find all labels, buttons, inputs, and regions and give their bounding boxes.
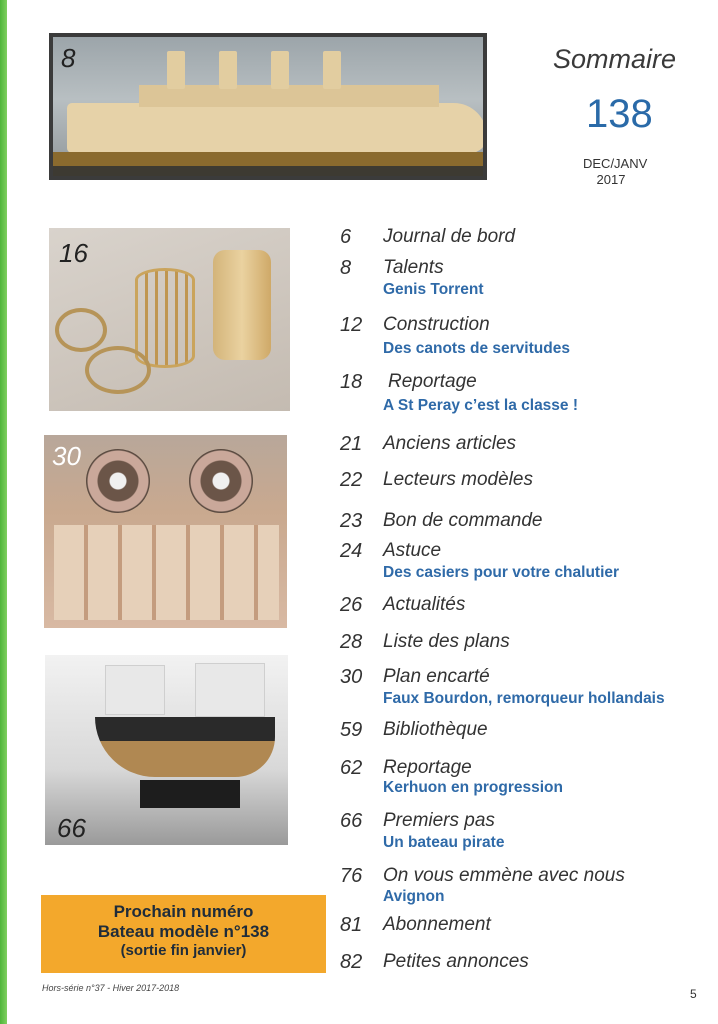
toc-title: Premiers pas xyxy=(383,810,495,831)
toc-title: Bon de commande xyxy=(383,510,543,531)
next-issue-box xyxy=(41,895,326,973)
sail-shape xyxy=(195,663,265,717)
toc-title: Bibliothèque xyxy=(383,719,488,740)
toc-page-number: 24 xyxy=(340,540,363,562)
toc-title: Journal de bord xyxy=(383,226,516,247)
propeller-fans-photo xyxy=(44,435,287,628)
barrel-shape xyxy=(213,250,271,360)
next-issue-title: Bateau modèle n°138 xyxy=(97,922,270,941)
toc-page-number: 22 xyxy=(340,469,363,491)
toc-page-number: 6 xyxy=(340,226,352,248)
toc-page-number: 30 xyxy=(340,666,363,688)
footer-issue-info: Hors-série n°37 - Hiver 2017-2018 xyxy=(42,983,180,993)
page-number: 5 xyxy=(690,987,697,1001)
page-edge-stripe xyxy=(0,0,7,1024)
issue-date-year: 2017 xyxy=(596,172,626,187)
toc-title: Lecteurs modèles xyxy=(383,469,533,490)
issue-number: 138 xyxy=(586,92,653,136)
toc-title: Actualités xyxy=(383,594,466,615)
barrel-frame-shape xyxy=(135,268,195,368)
toc-page-number: 59 xyxy=(340,719,363,741)
photo-page-number: 8 xyxy=(61,43,76,73)
sail-shape xyxy=(105,665,165,715)
ship-model-photo xyxy=(49,33,487,180)
toc-page-number: 23 xyxy=(340,510,363,532)
toc-title: Anciens articles xyxy=(383,433,517,454)
hull-shape xyxy=(95,717,275,777)
display-case-frame xyxy=(49,33,487,180)
photo-page-number: 16 xyxy=(59,238,88,268)
photo-page-number: 66 xyxy=(57,813,86,843)
toc-title: Plan encarté xyxy=(383,666,490,687)
toc-page-number: 28 xyxy=(340,631,363,653)
toc-page-number: 62 xyxy=(340,757,363,779)
toc-page-number: 18 xyxy=(340,371,363,393)
toc-subtitle: Des canots de servitudes xyxy=(383,340,570,357)
toc-page-number: 76 xyxy=(340,865,363,887)
issue-date-months: DEC/JANV xyxy=(583,156,648,171)
toc-subtitle: A St Peray c’est la classe ! xyxy=(383,397,579,414)
toc-title: Reportage xyxy=(383,757,472,778)
toc-title: Reportage xyxy=(388,371,477,392)
toc-subtitle: Des casiers pour votre chalutier xyxy=(383,564,620,581)
fan-shape xyxy=(86,449,150,513)
toc-title: Liste des plans xyxy=(383,631,510,652)
toc-page-number: 66 xyxy=(340,810,363,832)
toc-subtitle: Kerhuon en progression xyxy=(383,779,563,796)
frame-shape xyxy=(54,525,279,620)
toc-page-number: 82 xyxy=(340,951,363,973)
barrel-parts-photo xyxy=(49,228,290,411)
toc-subtitle: Genis Torrent xyxy=(383,281,484,298)
toc-title: On vous emmène avec nous xyxy=(383,865,625,886)
next-issue-heading: Prochain numéro xyxy=(113,902,254,921)
toc-title: Talents xyxy=(383,257,444,278)
issue-date xyxy=(583,156,648,188)
toc-subtitle: Faux Bourdon, remorqueur hollandais xyxy=(383,690,665,707)
toc-subtitle: Un bateau pirate xyxy=(383,834,505,851)
toc-page-number: 12 xyxy=(340,314,363,336)
stand-shape xyxy=(140,780,240,808)
toc-page-number: 8 xyxy=(340,257,352,279)
fan-shape xyxy=(189,449,253,513)
toc-page-number: 81 xyxy=(340,914,363,936)
toc-title: Petites annonces xyxy=(383,951,529,972)
ring-shape xyxy=(55,308,107,352)
ring-shape xyxy=(85,346,151,394)
toc-page-number: 21 xyxy=(340,433,363,455)
toc-title: Construction xyxy=(383,314,490,335)
toc-subtitle: Avignon xyxy=(383,888,445,905)
pirate-ship-photo xyxy=(45,655,288,845)
toc-title: Abonnement xyxy=(383,914,491,935)
next-issue-release: (sortie fin janvier) xyxy=(120,942,247,959)
page-title: Sommaire xyxy=(553,44,677,74)
photo-page-number: 30 xyxy=(52,441,81,471)
toc-title: Astuce xyxy=(383,540,442,561)
toc-page-number: 26 xyxy=(340,594,363,616)
